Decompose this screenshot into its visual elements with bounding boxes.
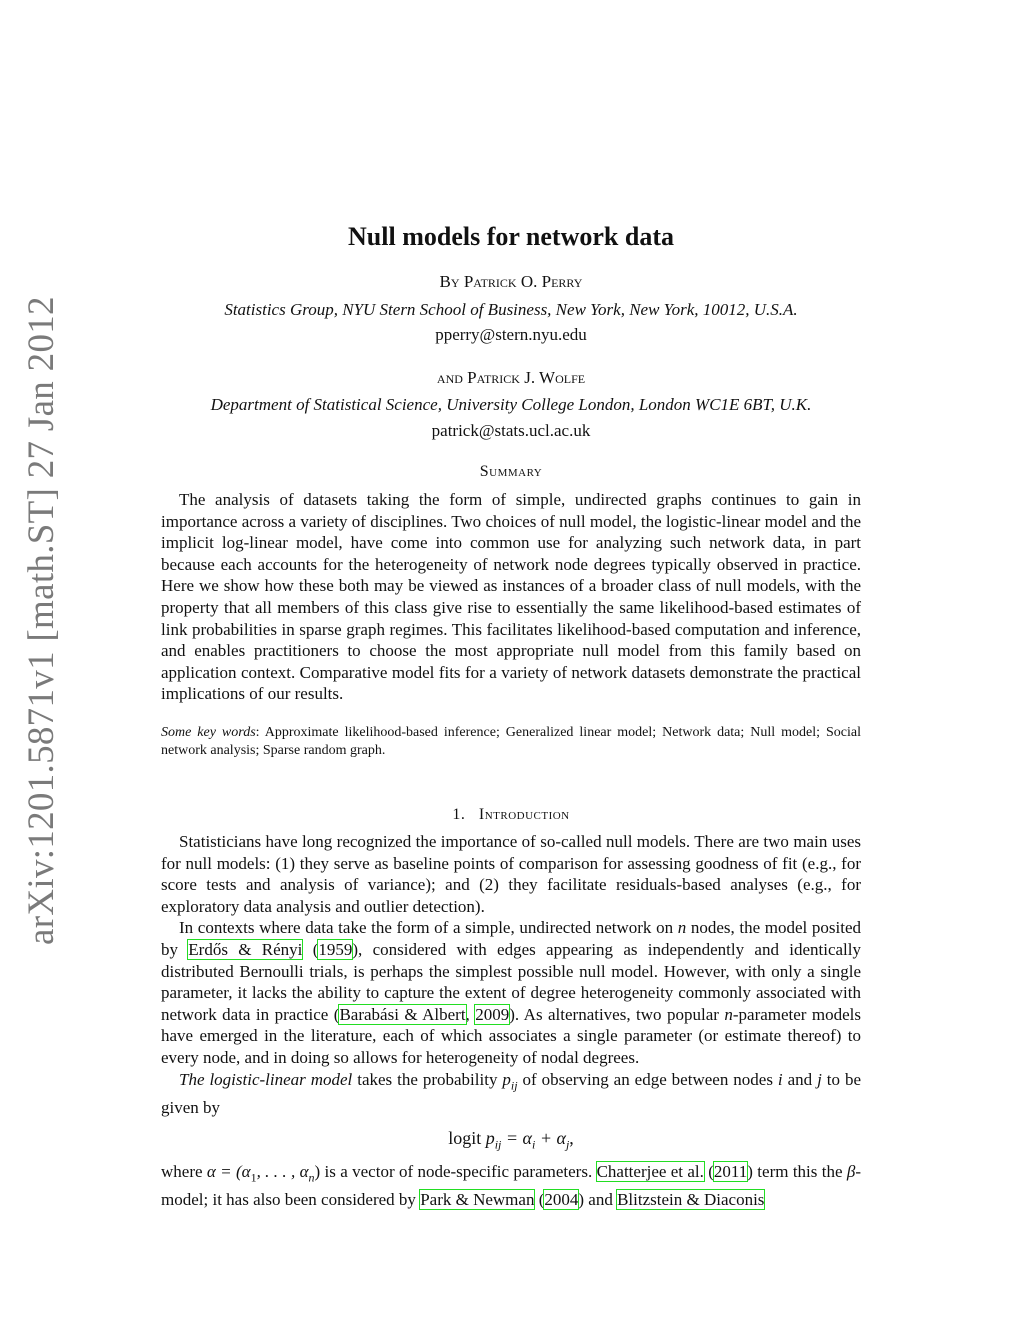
summary-text: The analysis of datasets taking the form of simple, undirected graphs continues to gain in importance across a variety of disciplines. Two choices of null model, the logistic-linear model and the implicit log-linear model, have come into common use for analyzing such network data, in part because each accounts for the heterogeneity of network node degrees typically observed in practice. Here we show how these both may be viewed as instances of a broader class of null models, with the property that all members of this class give rise to essentially the same likelihood-based estimates of link probabilities in sparse graph regimes. This facilitates likelihood-based computation and inference, and enables practitioners to choose the most appropriate null model from this family based on application context. Comparative model fits for a variety of network datasets demonstrate the practical implications of our results. [161,490,861,704]
text-run: and [782,1069,818,1089]
text-run: ( [302,939,319,959]
author-1-name: Patrick O. Perry [463,272,583,291]
equation-logit [161,1128,861,1153]
intro-paragraph-1: Statisticians have long recognized the importance of so-called null models. There are two main uses for null models: (1) they serve as baseline points of comparison for assessing goodness of fit (e.g., for score tests and analysis of variance); and (2) they facilitate residuals-based analyses (e.g., for exploratory data analysis and outlier detection). [161,832,861,916]
arxiv-stamp: arXiv:1201.5871v1 [math.ST] 27 Jan 2012 [21,296,62,945]
eq-sub: i [532,1137,536,1152]
author-1 [161,272,861,292]
author-2-name: Patrick J. Wolfe [467,368,586,387]
eq-comma: , [569,1128,574,1149]
text-run: In contexts where data take the form of a simple, undirected network on [179,918,678,938]
text-run: ( [534,1189,545,1209]
section-heading [161,806,861,824]
math-j: j [817,1069,822,1089]
text-run: takes the probability [352,1069,503,1089]
text-run: ). As alternatives, two popular [509,1004,725,1024]
eq-sub: j [565,1137,570,1152]
summary-heading: Summary [479,463,543,480]
keywords-label: Some key words [161,725,256,740]
math-p: p [502,1069,511,1089]
text-run: -model; it has also been considered by [161,1161,861,1209]
section-number: 1. [452,806,466,823]
citation-year-link[interactable]: 2011 [713,1161,748,1181]
eq-p: p [485,1128,495,1149]
citation-year-link[interactable]: 2004 [544,1189,579,1209]
citation-link[interactable]: Blitzstein & Diaconis [617,1189,765,1209]
intro-paragraph-3 [161,1069,861,1119]
math-n: n [677,918,687,938]
math-subscript: 1 [250,1170,257,1185]
math-subscript: n [308,1170,315,1185]
text-run: ) and [578,1189,618,1209]
text-run: ) term this the [747,1161,847,1181]
model-name: The logistic-linear model [179,1069,353,1089]
text-run: of observing an edge between nodes [517,1069,778,1089]
intro-paragraph-2 [161,917,861,1068]
text-run: is a vector of node-specific parameters. [320,1161,597,1181]
author-2 [161,368,861,388]
citation-link[interactable]: Erdős & Rényi [188,939,303,959]
eq-alpha-j: + α [535,1128,566,1149]
eq-alpha-i: = α [501,1128,532,1149]
math-subscript: ij [510,1077,518,1092]
citation-link[interactable]: Park & Newman [420,1189,535,1209]
intro-paragraph-4 [161,1161,861,1211]
author-1-affiliation: Statistics Group, NYU Stern School of Business, New York, New York, 10012, U.S.A. [224,300,798,319]
text-run: ), considered with edges appearing as independently and identically distributed Bernoulli trials, is perhaps the simplest possible null model. However, with only a single parameter, it lacks the ability to capture the extent of degree heterogeneity commonly associated with network data in practice ( [161,939,861,1024]
math-beta: β [846,1161,856,1181]
citation-link[interactable]: Barabási & Albert [339,1004,466,1024]
text-run: to be given by [161,1069,861,1117]
paper-title: Null models for network data [348,222,674,251]
author-1-prefix: By [439,272,464,291]
math-alpha: , . . . , α [256,1161,309,1181]
math-paren: ) [314,1161,321,1181]
author-2-email[interactable]: patrick@stats.ucl.ac.uk [431,421,591,440]
text-run: -parameter models have emerged in the literature, each of which associates a single parameter (or estimate thereof) to every node, and in doing so allows for heterogeneity of nodal degrees. [161,1004,862,1067]
section-title: Introduction [478,806,570,823]
citation-year-link[interactable]: 1959 [318,939,353,959]
citation-year-link[interactable]: 2009 [475,1004,510,1024]
keywords [161,724,861,760]
math-i: i [777,1069,783,1089]
section-body [161,831,861,1210]
author-1-email[interactable]: pperry@stern.nyu.edu [435,325,587,344]
math-n: n [724,1004,733,1024]
text-run: , [465,1004,476,1024]
eq-logit: logit [448,1128,486,1149]
text-run: ( [703,1161,714,1181]
citation-link[interactable]: Chatterjee et al. [596,1161,704,1181]
author-2-affiliation: Department of Statistical Science, University College London, London WC1E 6BT, U.K. [210,395,812,414]
math-alpha: α = (α [206,1161,251,1181]
keywords-text: : Approximate likelihood-based inference; Generalized linear model; Network data; Null model; Social network analysis; Sparse random graph. [161,725,861,758]
eq-sub: ij [494,1137,502,1152]
text-run: nodes, the model posited by [161,918,861,959]
text-run: where [161,1161,207,1181]
author-2-prefix: and [436,368,468,387]
